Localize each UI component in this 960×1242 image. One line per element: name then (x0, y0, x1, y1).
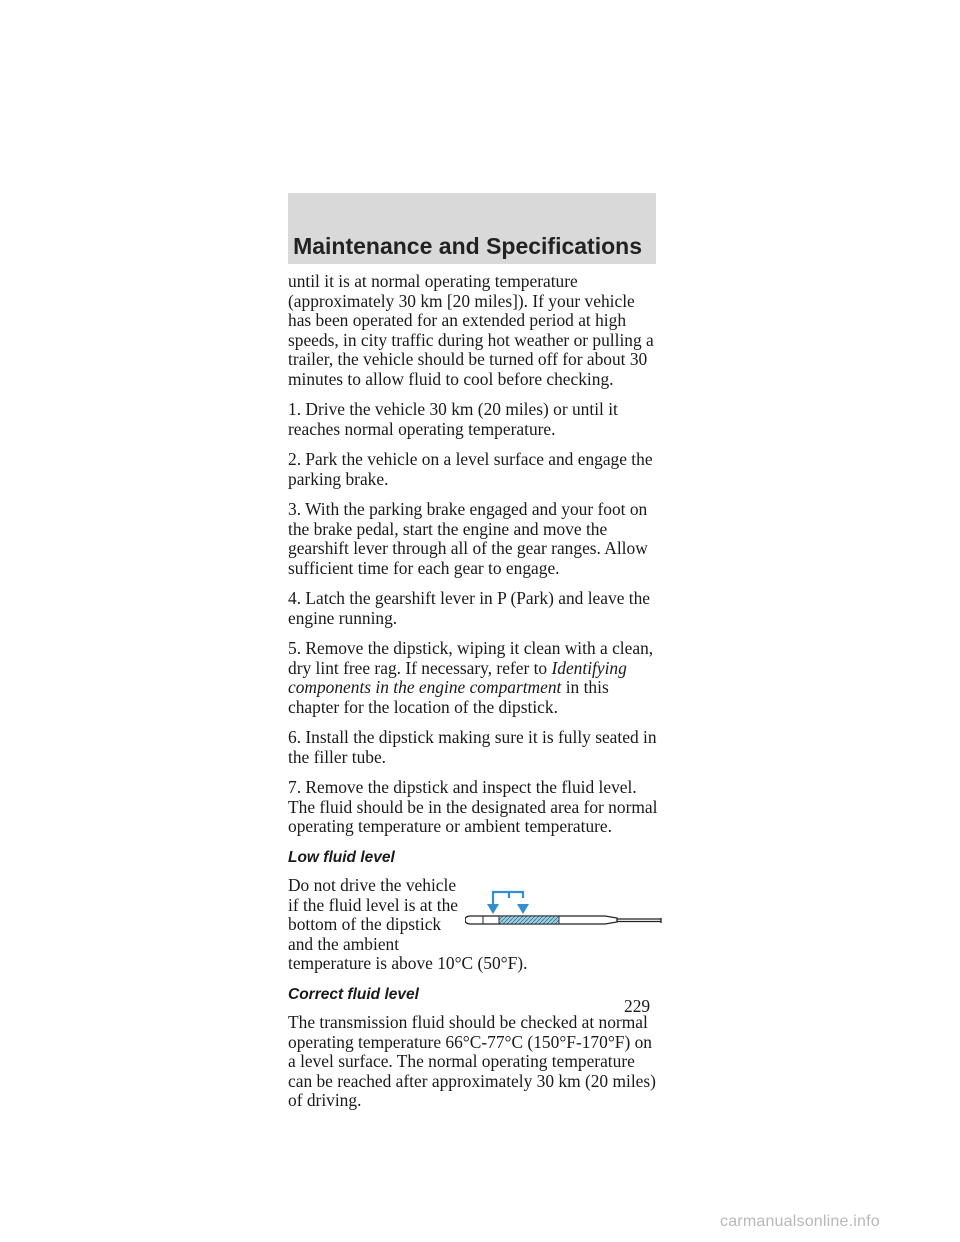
low-fluid-heading: Low fluid level (288, 848, 395, 866)
arrow-head (517, 904, 529, 914)
section-header (288, 193, 656, 264)
intro-paragraph: until it is at normal operating temperature (approximately 30 km [20 miles]). If your vehicle has been operated for an extended period at high speeds, in city traffic during hot weather or pulling a trailer, the vehicle should be turned off for about 30 minutes to allow fluid to cool before checking. (288, 271, 654, 389)
arrow-head (487, 904, 499, 914)
step-5-text-end: in this chapter for the location of the dipstick. (288, 677, 609, 717)
correct-fluid-heading: Correct fluid level (288, 985, 419, 1003)
step-2: 2. Park the vehicle on a level surface and engage the parking brake. (288, 449, 653, 489)
arrow-line (509, 892, 523, 898)
fluid-level-zone (499, 916, 559, 924)
step-3: 3. With the parking brake engaged and your foot on the brake pedal, start the engine and move the gearshift lever through all of the gear ranges. Allow sufficient time for each gear to engage. (288, 499, 648, 578)
step-1: 1. Drive the vehicle 30 km (20 miles) or until it reaches normal operating temperature. (288, 399, 618, 439)
page-content (288, 272, 660, 1122)
step-5 (288, 639, 660, 717)
correct-fluid-text: The transmission fluid should be checked at normal operating temperature 66°C-77°C (150°F-170°F) on a level surface. The normal operating temperature can be reached after approximately 30 km (20 miles) of driving. (288, 1012, 656, 1110)
dipstick-illustration (465, 878, 670, 946)
page-number: 229 (624, 996, 651, 1016)
step-4: 4. Latch the gearshift lever in P (Park) and leave the engine running. (288, 588, 651, 628)
low-fluid-text: Do not drive the vehicle if the fluid level is at the bottom of the dipstick and the ambient temperature is above 10°C (50°F). (288, 875, 528, 973)
section-title: Maintenance and Specifications (293, 233, 642, 259)
dipstick-icon (465, 878, 670, 946)
watermark-text: carmanualsonline.info (720, 1213, 880, 1230)
step-6: 6. Install the dipstick making sure it is fully seated in the filler tube. (288, 727, 657, 767)
step-7: 7. Remove the dipstick and inspect the fluid level. The fluid should be in the designated area for normal operating temperature or ambient temperature. (288, 777, 658, 836)
step-5-text: 5. Remove the dipstick, wiping it clean with a clean, dry lint free rag. If necessary, refer to (288, 638, 654, 678)
cross-reference-link: Identifying components in the engine compartment (288, 657, 627, 697)
